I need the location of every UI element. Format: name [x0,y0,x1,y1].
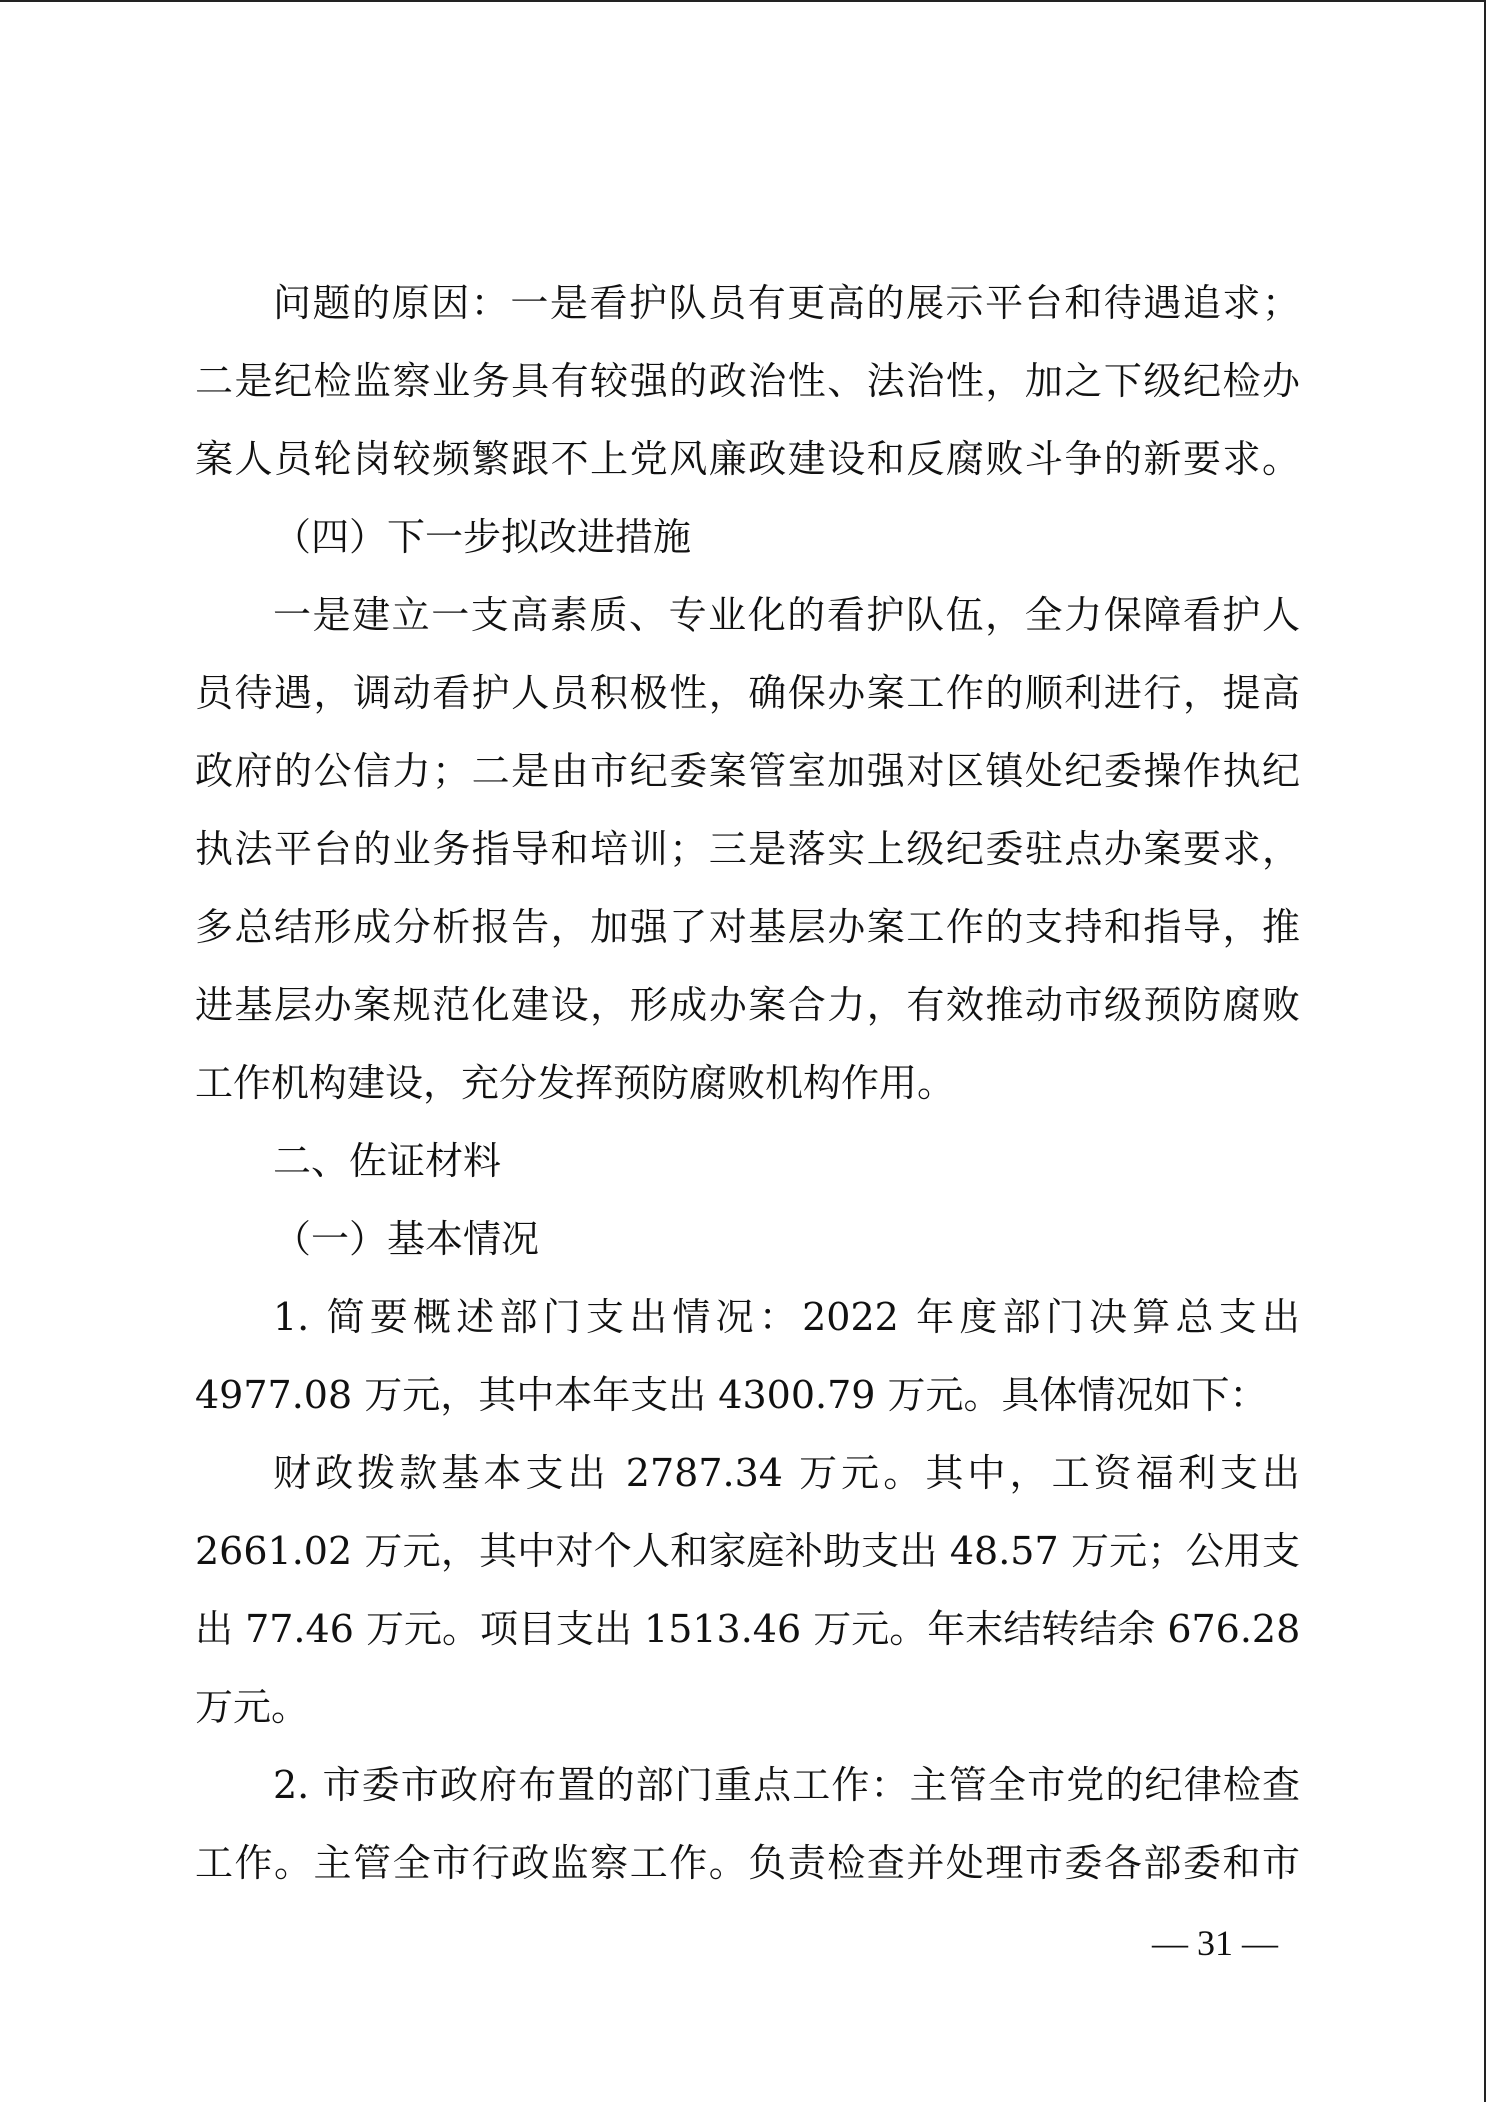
paragraph-line: 2. 市委市政府布置的部门重点工作：主管全市党的纪律检查 [273,1763,1300,1807]
paragraph-line: 案人员轮岗较频繁跟不上党风廉政建设和反腐败斗争的新要求。 [195,437,1300,481]
paragraph-line: 二是纪检监察业务具有较强的政治性、法治性，加之下级纪检办 [195,359,1300,403]
paragraph-line: 财政拨款基本支出 2787.34 万元。其中，工资福利支出 [273,1451,1300,1495]
paragraph-line: 1. 简要概述部门支出情况：2022 年度部门决算总支出 [273,1295,1300,1339]
paragraph-line: 问题的原因：一是看护队员有更高的展示平台和待遇追求； [273,281,1300,325]
paragraph-line: 执法平台的业务指导和培训；三是落实上级纪委驻点办案要求， [195,827,1300,871]
subsection-heading: （一）基本情况 [273,1217,540,1261]
paragraph-line: 多总结形成分析报告，加强了对基层办案工作的支持和指导，推 [195,905,1300,949]
paragraph-line: 进基层办案规范化建设，形成办案合力，有效推动市级预防腐败 [195,983,1300,1027]
paragraph-line: 一是建立一支高素质、专业化的看护队伍，全力保障看护人 [273,593,1300,637]
paragraph-line: 2661.02 万元，其中对个人和家庭补助支出 48.57 万元；公用支 [195,1529,1300,1573]
section-heading: （四）下一步拟改进措施 [273,515,692,559]
paragraph-line: 员待遇，调动看护人员积极性，确保办案工作的顺利进行，提高 [195,671,1300,715]
paragraph-line: 万元。 [195,1685,310,1729]
paragraph-line: 工作。主管全市行政监察工作。负责检查并处理市委各部委和市 [195,1841,1300,1885]
section-heading: 二、佐证材料 [273,1139,502,1183]
paragraph-line: 4977.08 万元，其中本年支出 4300.79 万元。具体情况如下： [195,1373,1268,1417]
paragraph-line: 工作机构建设，充分发挥预防腐败机构作用。 [195,1061,956,1105]
paragraph-line: 出 77.46 万元。项目支出 1513.46 万元。年末结转结余 676.28 [195,1607,1300,1651]
paragraph-line: 政府的公信力；二是由市纪委案管室加强对区镇处纪委操作执纪 [195,749,1300,793]
page-number: — 31 — [1152,1923,1278,1963]
document-body [195,264,1300,1902]
